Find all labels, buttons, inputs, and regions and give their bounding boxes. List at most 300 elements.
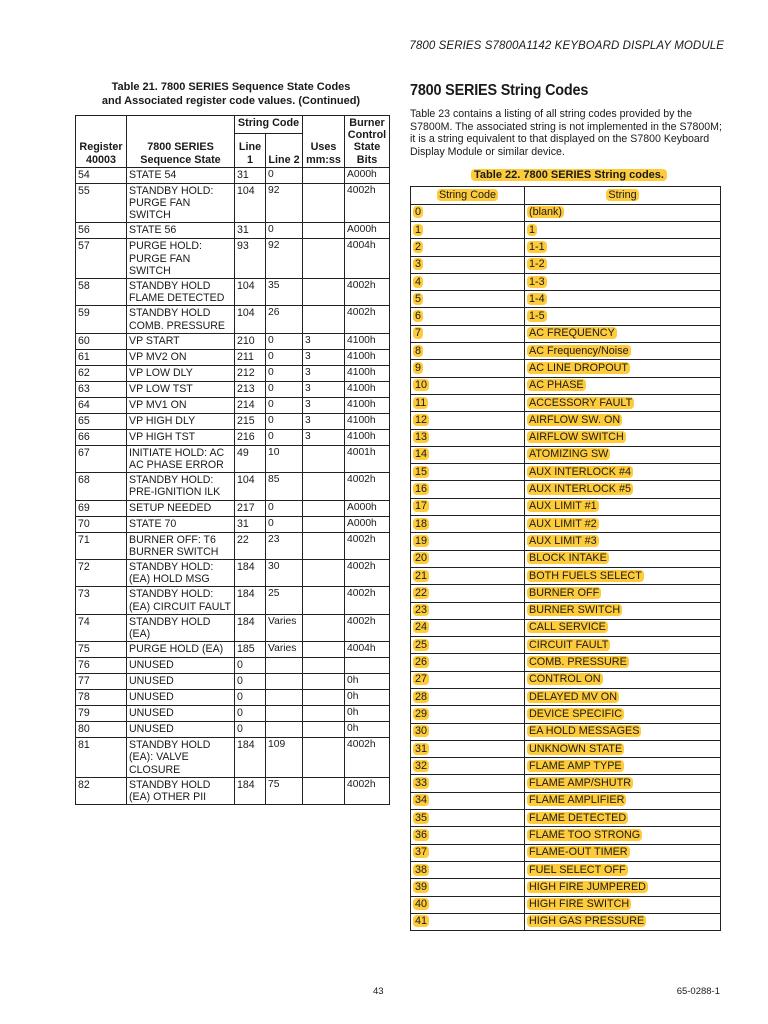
table-row: [76, 333, 390, 349]
string-cell: [525, 861, 721, 878]
string-value: ATOMIZING SW: [529, 448, 609, 461]
table-row: [76, 658, 390, 674]
table-cell: 0: [266, 349, 303, 365]
header-string-label: String: [608, 189, 637, 202]
string-cell: [525, 637, 721, 654]
string-code-value: 9: [415, 361, 422, 374]
table-row: [76, 167, 390, 183]
string-code-cell: [411, 827, 525, 844]
table-row: [411, 758, 721, 775]
table-row: [411, 723, 721, 740]
table-cell: 3: [303, 333, 345, 349]
string-code-cell: [411, 879, 525, 896]
table-cell: 0: [235, 690, 266, 706]
table-cell: 68: [76, 473, 127, 500]
table-cell: STATE 56: [127, 223, 235, 239]
string-value: FLAME DETECTED: [529, 811, 627, 824]
string-value: BOTH FUELS SELECT: [529, 569, 642, 582]
table-cell: 66: [76, 429, 127, 445]
string-code-value: 14: [415, 448, 428, 461]
string-cell: [525, 308, 721, 325]
table-cell: 0h: [345, 690, 390, 706]
string-code-cell: [411, 844, 525, 861]
table-cell: 4100h: [345, 365, 390, 381]
table-cell: 35: [266, 279, 303, 306]
table-cell: UNUSED: [127, 690, 235, 706]
sequence-state-rows: [76, 167, 390, 804]
table-row: [76, 674, 390, 690]
table-cell: [303, 642, 345, 658]
string-cell: [525, 706, 721, 723]
string-cell: [525, 567, 721, 584]
table-row: [76, 429, 390, 445]
string-value: FLAME TOO STRONG: [529, 829, 641, 841]
string-code-cell: [411, 204, 525, 221]
table-cell: 213: [235, 381, 266, 397]
string-cell: [525, 239, 721, 256]
table-cell: [303, 706, 345, 722]
table-cell: 0: [266, 500, 303, 516]
string-cell: [525, 481, 721, 498]
header-string-code-label: String Code: [438, 189, 497, 202]
string-code-value: 2: [415, 240, 422, 253]
table-cell: 184: [235, 614, 266, 641]
string-cell: [525, 533, 721, 550]
string-code-cell: [411, 792, 525, 809]
string-value: BLOCK INTAKE: [529, 552, 607, 565]
string-code-value: 17: [415, 500, 428, 513]
string-value: 1-2: [529, 258, 545, 271]
table-row: [411, 516, 721, 533]
table-cell: 104: [235, 279, 266, 306]
table-cell: 0: [235, 658, 266, 674]
string-code-cell: [411, 896, 525, 913]
section-intro: Table 23 contains a listing of all string codes provided by the S7800M. The associated string is not implemented in the S7800M; it is a string equivalent to that displayed on the S7800 Keyboard Display Module or similar device.: [410, 108, 722, 158]
table-cell: STATE 70: [127, 516, 235, 532]
string-code-cell: [411, 291, 525, 308]
header-string-code-col: [411, 187, 525, 204]
table-row: [411, 377, 721, 394]
string-value: CONTROL ON: [529, 673, 601, 686]
string-cell: [525, 360, 721, 377]
table-cell: 216: [235, 429, 266, 445]
string-code-cell: [411, 498, 525, 515]
table-cell: 3: [303, 429, 345, 445]
table-row: [411, 273, 721, 290]
table-cell: [266, 722, 303, 738]
string-code-cell: [411, 775, 525, 792]
string-value: 1: [529, 223, 536, 236]
table-cell: 77: [76, 674, 127, 690]
table-row: [411, 412, 721, 429]
string-cell: [525, 827, 721, 844]
table-row: [76, 516, 390, 532]
string-code-value: 40: [415, 898, 428, 911]
string-value: FUEL SELECT OFF: [529, 863, 626, 876]
string-cell: [525, 619, 721, 636]
table-cell: 184: [235, 587, 266, 614]
string-code-value: 28: [415, 690, 428, 703]
table-cell: 184: [235, 560, 266, 587]
string-value: HIGH FIRE JUMPERED: [529, 880, 646, 893]
table-row: [76, 279, 390, 306]
header-state: 7800 SERIES Sequence State: [127, 116, 235, 168]
table-cell: [303, 690, 345, 706]
table-row: [76, 532, 390, 559]
table-cell: [303, 167, 345, 183]
string-value: 1-4: [529, 292, 545, 305]
table-row: [76, 183, 390, 223]
table-cell: [303, 306, 345, 333]
table-cell: 85: [266, 473, 303, 500]
table-row: [411, 308, 721, 325]
string-code-value: 16: [415, 483, 428, 496]
string-code-value: 25: [415, 638, 428, 651]
string-cell: [525, 273, 721, 290]
string-code-cell: [411, 360, 525, 377]
table-cell: 57: [76, 239, 127, 279]
string-code-value: 38: [415, 863, 428, 876]
table-row: [411, 533, 721, 550]
string-code-value: 20: [415, 552, 428, 565]
string-cell: [525, 671, 721, 688]
table-row: [411, 498, 721, 515]
table-cell: A000h: [345, 516, 390, 532]
string-code-value: 34: [415, 794, 428, 807]
table-cell: 72: [76, 560, 127, 587]
table-cell: A000h: [345, 167, 390, 183]
string-cell: [525, 775, 721, 792]
table-cell: 31: [235, 223, 266, 239]
string-code-value: 13: [415, 431, 428, 444]
string-code-cell: [411, 861, 525, 878]
table-cell: 210: [235, 333, 266, 349]
table-cell: 4002h: [345, 532, 390, 559]
string-code-value: 5: [415, 292, 422, 305]
header-string-col: [525, 187, 721, 204]
table-cell: 4100h: [345, 413, 390, 429]
table-row: [411, 844, 721, 861]
table-cell: [303, 445, 345, 472]
string-code-value: 19: [415, 534, 428, 547]
string-code-cell: [411, 412, 525, 429]
table-cell: 214: [235, 397, 266, 413]
string-value: FLAME AMPLIFIER: [529, 794, 625, 807]
table-cell: 3: [303, 365, 345, 381]
string-value: EA HOLD MESSAGES: [529, 725, 640, 738]
table-cell: [303, 738, 345, 778]
string-cell: [525, 256, 721, 273]
table-cell: UNUSED: [127, 722, 235, 738]
table21-caption-line2: and Associated register code values. (Continued): [101, 95, 361, 107]
table-cell: 4100h: [345, 349, 390, 365]
sequence-state-table: [75, 115, 390, 805]
string-cell: [525, 810, 721, 827]
header-line1: Line 1: [235, 134, 266, 167]
table-cell: Varies: [266, 642, 303, 658]
table-row: [411, 585, 721, 602]
table-cell: 4002h: [345, 560, 390, 587]
table-row: [411, 619, 721, 636]
string-code-value: 41: [415, 915, 428, 928]
table-cell: [303, 658, 345, 674]
table22-caption: Table 22. 7800 SERIES String codes.: [471, 169, 667, 181]
table-row: [76, 381, 390, 397]
table-cell: UNUSED: [127, 674, 235, 690]
table-cell: STANDBY HOLD: PRE-IGNITION ILK: [127, 473, 235, 500]
string-code-cell: [411, 273, 525, 290]
table-cell: 4002h: [345, 473, 390, 500]
table-cell: 67: [76, 445, 127, 472]
table21-caption: [61, 80, 401, 108]
string-code-value: 32: [415, 759, 428, 772]
table-cell: 184: [235, 738, 266, 778]
table-cell: 80: [76, 722, 127, 738]
string-value: FLAME-OUT TIMER: [529, 846, 628, 859]
table-cell: STANDBY HOLD (EA): [127, 614, 235, 641]
table-row: [76, 239, 390, 279]
string-code-value: 24: [415, 621, 428, 634]
table-cell: STANDBY HOLD: (EA) CIRCUIT FAULT: [127, 587, 235, 614]
table-cell: BURNER OFF: T6 BURNER SWITCH: [127, 532, 235, 559]
string-cell: [525, 429, 721, 446]
string-code-cell: [411, 343, 525, 360]
string-code-value: 0: [415, 206, 422, 219]
table-row: [76, 738, 390, 778]
string-cell: [525, 602, 721, 619]
table-row: [411, 481, 721, 498]
string-code-value: 36: [415, 829, 428, 841]
table-cell: 4002h: [345, 777, 390, 804]
table-cell: 104: [235, 306, 266, 333]
table-row: [76, 614, 390, 641]
table-cell: 0h: [345, 706, 390, 722]
string-value: AC PHASE: [529, 379, 584, 392]
table-cell: INITIATE HOLD: AC AC PHASE ERROR: [127, 445, 235, 472]
table-cell: [303, 674, 345, 690]
string-code-cell: [411, 429, 525, 446]
table-cell: [303, 532, 345, 559]
table-row: [411, 446, 721, 463]
string-code-cell: [411, 619, 525, 636]
header-burner-bits: Burner Control State Bits: [345, 116, 390, 168]
table-row: [411, 861, 721, 878]
table-cell: [266, 690, 303, 706]
table-cell: 104: [235, 473, 266, 500]
table-cell: 0: [266, 413, 303, 429]
table-cell: [266, 706, 303, 722]
table-cell: 4002h: [345, 279, 390, 306]
table-cell: 70: [76, 516, 127, 532]
string-value: BURNER SWITCH: [529, 604, 621, 617]
table-cell: STANDBY HOLD (EA) OTHER PII: [127, 777, 235, 804]
string-code-cell: [411, 394, 525, 411]
table-cell: 10: [266, 445, 303, 472]
string-cell: [525, 879, 721, 896]
string-code-cell: [411, 256, 525, 273]
table-cell: VP LOW DLY: [127, 365, 235, 381]
table-cell: STANDBY HOLD (EA): VALVE CLOSURE: [127, 738, 235, 778]
table-cell: 4002h: [345, 614, 390, 641]
string-cell: [525, 913, 721, 930]
string-code-value: 22: [415, 586, 428, 599]
string-cell: [525, 896, 721, 913]
table-row: [76, 560, 390, 587]
table-cell: 60: [76, 333, 127, 349]
table-cell: 26: [266, 306, 303, 333]
string-cell: [525, 325, 721, 342]
table-cell: [303, 560, 345, 587]
table-cell: 212: [235, 365, 266, 381]
string-cell: [525, 498, 721, 515]
table-cell: 0: [266, 516, 303, 532]
string-code-value: 33: [415, 777, 428, 790]
table-cell: VP HIGH DLY: [127, 413, 235, 429]
table-cell: A000h: [345, 223, 390, 239]
string-code-value: 1: [415, 223, 422, 236]
table-row: [411, 464, 721, 481]
table-cell: 92: [266, 183, 303, 223]
header-uses-mmss: Uses mm:ss: [303, 116, 345, 168]
string-code-cell: [411, 740, 525, 757]
string-code-value: 27: [415, 673, 428, 686]
table-row: [76, 642, 390, 658]
table-cell: 4002h: [345, 306, 390, 333]
table-cell: 75: [76, 642, 127, 658]
table-cell: 0: [266, 429, 303, 445]
table-row: [411, 827, 721, 844]
table-cell: 76: [76, 658, 127, 674]
table-cell: 4100h: [345, 397, 390, 413]
table-cell: 25: [266, 587, 303, 614]
string-value: AC FREQUENCY: [529, 327, 615, 340]
string-value: DELAYED MV ON: [529, 690, 617, 703]
table-cell: 4002h: [345, 738, 390, 778]
table-cell: 0: [235, 674, 266, 690]
string-value: 1-3: [529, 275, 545, 288]
table-row: [411, 204, 721, 221]
table-cell: 0: [266, 333, 303, 349]
string-code-cell: [411, 550, 525, 567]
table-cell: 0h: [345, 722, 390, 738]
table-cell: [303, 279, 345, 306]
string-cell: [525, 412, 721, 429]
table-row: [76, 777, 390, 804]
table-cell: 71: [76, 532, 127, 559]
table-cell: 23: [266, 532, 303, 559]
string-value: AUX INTERLOCK #5: [529, 483, 632, 496]
table-cell: [303, 500, 345, 516]
string-cell: [525, 394, 721, 411]
string-value: AIRFLOW SW. ON: [529, 413, 621, 426]
table-row: [76, 445, 390, 472]
table-cell: 185: [235, 642, 266, 658]
table-cell: 0h: [345, 674, 390, 690]
table-cell: 78: [76, 690, 127, 706]
header-register: Register 40003: [76, 116, 127, 168]
string-code-value: 12: [415, 413, 428, 426]
header-string-code: String Code: [235, 116, 303, 134]
table-cell: 0: [266, 365, 303, 381]
string-code-cell: [411, 585, 525, 602]
table-row: [76, 690, 390, 706]
string-value: AUX INTERLOCK #4: [529, 465, 632, 478]
string-code-cell: [411, 221, 525, 238]
table-cell: 3: [303, 397, 345, 413]
string-code-cell: [411, 516, 525, 533]
table-cell: [303, 183, 345, 223]
table-cell: [303, 473, 345, 500]
table-cell: 55: [76, 183, 127, 223]
table-row: [411, 394, 721, 411]
table-cell: STANDBY HOLD: PURGE FAN SWITCH: [127, 183, 235, 223]
table-cell: [303, 239, 345, 279]
table-cell: 184: [235, 777, 266, 804]
header-line2: Line 2: [266, 134, 303, 167]
table-row: [411, 256, 721, 273]
string-code-cell: [411, 758, 525, 775]
table-cell: [303, 614, 345, 641]
table-cell: 211: [235, 349, 266, 365]
table-cell: VP START: [127, 333, 235, 349]
table-cell: 65: [76, 413, 127, 429]
string-code-table: [410, 186, 721, 931]
string-value: (blank): [529, 206, 563, 219]
string-value: AIRFLOW SWITCH: [529, 431, 624, 444]
string-codes-column: [410, 82, 728, 931]
table-cell: VP LOW TST: [127, 381, 235, 397]
string-cell: [525, 758, 721, 775]
table-cell: 22: [235, 532, 266, 559]
table-row: [411, 567, 721, 584]
table-row: [76, 306, 390, 333]
string-code-cell: [411, 810, 525, 827]
table-row: [411, 325, 721, 342]
string-code-cell: [411, 308, 525, 325]
string-cell: [525, 343, 721, 360]
table-cell: STANDBY HOLD FLAME DETECTED: [127, 279, 235, 306]
string-code-value: 18: [415, 517, 428, 530]
string-cell: [525, 446, 721, 463]
string-code-value: 35: [415, 811, 428, 824]
section-title: 7800 SERIES String Codes: [410, 82, 589, 99]
string-code-cell: [411, 637, 525, 654]
table-cell: STATE 54: [127, 167, 235, 183]
table-cell: 61: [76, 349, 127, 365]
string-code-value: 6: [415, 310, 422, 323]
table-cell: 4001h: [345, 445, 390, 472]
table-cell: 4100h: [345, 333, 390, 349]
table-row: [76, 413, 390, 429]
table-cell: VP MV2 ON: [127, 349, 235, 365]
table-cell: 3: [303, 349, 345, 365]
table-cell: 81: [76, 738, 127, 778]
table-row: [411, 775, 721, 792]
string-code-cell: [411, 239, 525, 256]
string-code-cell: [411, 567, 525, 584]
table-cell: [303, 587, 345, 614]
table-cell: STANDBY HOLD COMB. PRESSURE: [127, 306, 235, 333]
string-code-cell: [411, 446, 525, 463]
table-cell: 63: [76, 381, 127, 397]
string-value: AC LINE DROPOUT: [529, 361, 628, 374]
table-row: [411, 343, 721, 360]
table-cell: 58: [76, 279, 127, 306]
string-value: DEVICE SPECIFIC: [529, 707, 622, 720]
string-value: HIGH FIRE SWITCH: [529, 898, 630, 911]
string-code-cell: [411, 671, 525, 688]
string-value: BURNER OFF: [529, 586, 600, 599]
